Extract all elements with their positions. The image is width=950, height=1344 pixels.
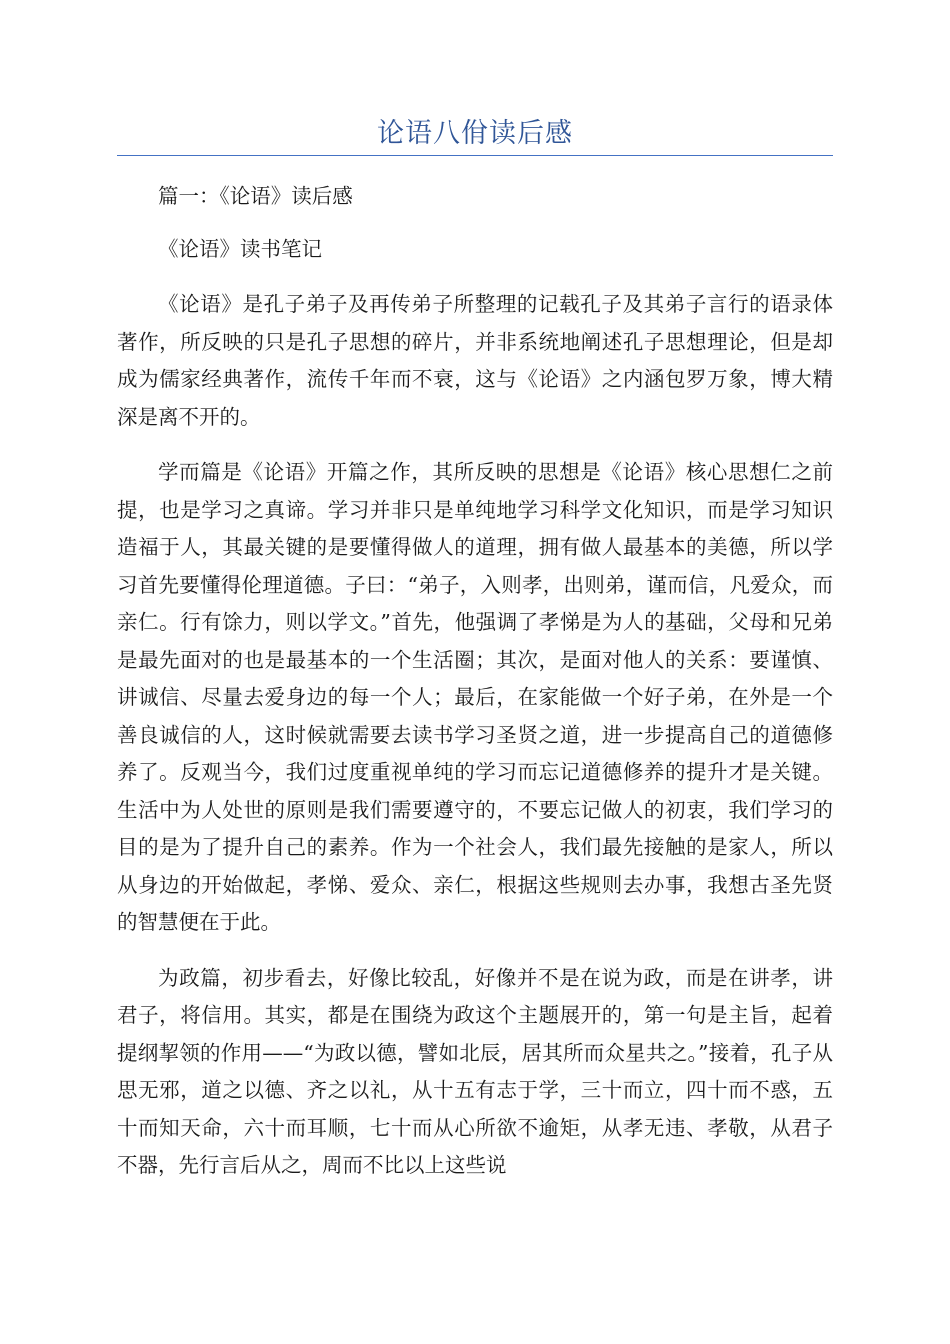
body-paragraph-weizheng: 为政篇，初步看去，好像比较乱，好像并不是在说为政，而是在讲孝，讲君子，将信用。其实，都是在围绕为政这个主题展开的，第一句是主旨，起着提纲挈领的作用——“为政以德，譬如北辰，居其所而众星共之。”接着，孔子从思无邪，道之以德、齐之以礼，从十五有志于学，三十而立，四十而不惑，五十而知天命，六十而耳顺，七十而从心所欲不逾矩，从孝无违、孝敬，从君子不器，先行言后从之，周而不比以上这些说 — [117, 965, 833, 1177]
subheading: 《论语》读书笔记 — [158, 236, 322, 261]
section-heading: 篇一：《论语》读后感 — [158, 184, 353, 208]
document-title: 论语八佾读后感 — [377, 118, 573, 149]
body-paragraph-intro: 《论语》是孔子弟子及再传弟子所整理的记载孔子及其弟子言行的语录体著作，所反映的只是孔子思想的碎片，并非系统地阐述孔子思想理论，但是却成为儒家经典著作，流传千年而不衰，这与《论语》之内涵包罗万象，博大精深是离不开的。 — [117, 292, 833, 429]
title-underline — [117, 155, 833, 156]
body-paragraph-xueer: 学而篇是《论语》开篇之作，其所反映的思想是《论语》核心思想仁之前提，也是学习之真谛。学习并非只是单纯地学习科学文化知识，而是学习知识造福于人，其最关键的是要懂得做人的道理，拥有做人最基本的美德，所以学习首先要懂得伦理道德。子曰：“弟子，入则孝，出则弟，谨而信，凡爱众，而亲仁。行有馀力，则以学文。”首先，他强调了孝悌是为人的基础，父母和兄弟是最先面对的也是最基本的一个生活圈；其次，是面对他人的关系：要谨慎、讲诚信、尽量去爱身边的每一个人；最后，在家能做一个好子弟，在外是一个善良诚信的人，这时候就需要去读书学习圣贤之道，进一步提高自己的道德修养了。反观当今，我们过度重视单纯的学习而忘记道德修养的提升才是关键。生活中为人处世的原则是我们需要遵守的，不要忘记做人的初衷，我们学习的目的是为了提升自己的素养。作为一个社会人，我们最先接触的是家人，所以从身边的开始做起，孝悌、爱众、亲仁，根据这些规则去办事，我想古圣先贤的智慧便在于此。 — [117, 460, 833, 934]
document-page — [117, 0, 833, 1185]
